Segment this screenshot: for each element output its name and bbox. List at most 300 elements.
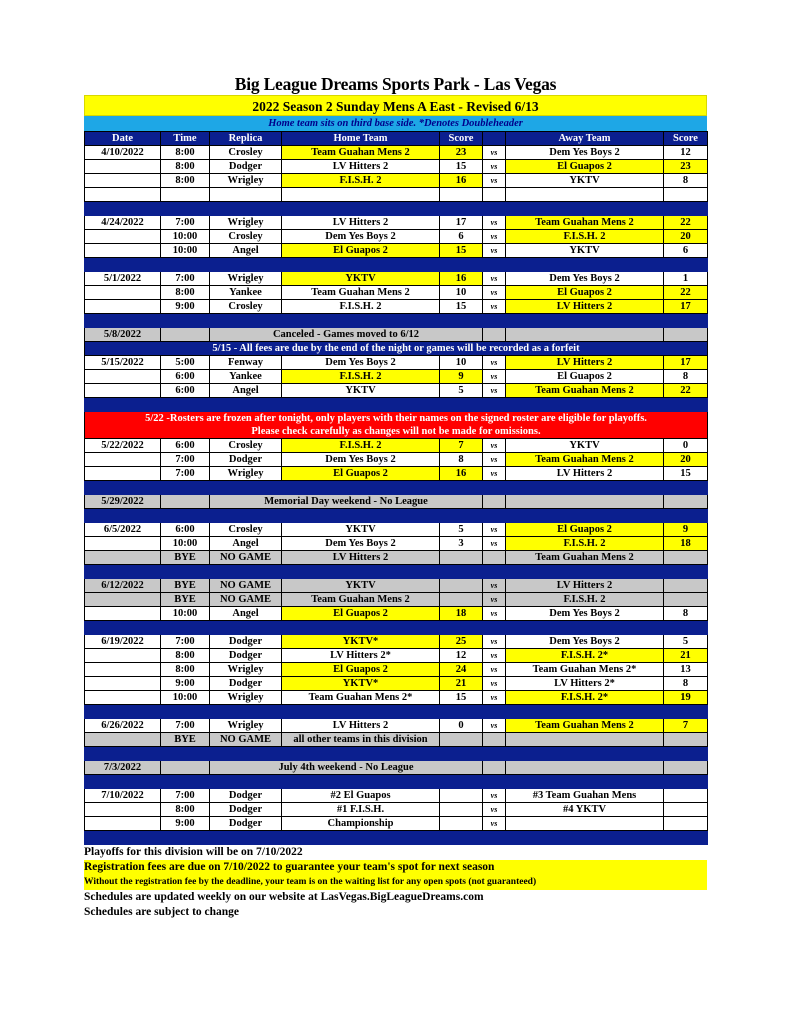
replica-cell: Wrigley bbox=[210, 216, 282, 230]
col-header-replica: Replica bbox=[210, 132, 282, 146]
home-team-cell: #2 El Guapos bbox=[282, 789, 440, 803]
separator-cell bbox=[440, 775, 483, 789]
away-team-cell: #4 YKTV bbox=[506, 803, 664, 817]
vs-cell: vs bbox=[483, 789, 506, 803]
footer-notes bbox=[84, 845, 707, 920]
separator-cell bbox=[161, 481, 210, 495]
away-score-cell: 23 bbox=[664, 160, 708, 174]
no-games-note: Memorial Day weekend - No League bbox=[210, 495, 483, 509]
separator-cell bbox=[483, 202, 506, 216]
separator-cell bbox=[161, 258, 210, 272]
col-header-away-team: Away Team bbox=[506, 132, 664, 146]
home-score-cell bbox=[440, 789, 483, 803]
time-cell: 10:00 bbox=[161, 230, 210, 244]
home-team-cell: Dem Yes Boys 2 bbox=[282, 537, 440, 551]
time-cell: 10:00 bbox=[161, 537, 210, 551]
empty-cell bbox=[506, 761, 664, 775]
vs-cell: vs bbox=[483, 523, 506, 537]
date-cell bbox=[85, 230, 161, 244]
time-cell: BYE bbox=[161, 579, 210, 593]
replica-cell: Dodger bbox=[210, 635, 282, 649]
col-header-date: Date bbox=[85, 132, 161, 146]
empty-cell bbox=[664, 328, 708, 342]
vs-cell: vs bbox=[483, 216, 506, 230]
replica-cell: Yankee bbox=[210, 286, 282, 300]
separator-cell bbox=[664, 258, 708, 272]
empty-cell bbox=[161, 761, 210, 775]
registration-note: Registration fees are due on 7/10/2022 to guarantee your team's spot for next season bbox=[84, 860, 707, 875]
date-cell bbox=[85, 453, 161, 467]
away-team-cell: LV Hitters 2 bbox=[506, 579, 664, 593]
time-cell: BYE bbox=[161, 733, 210, 747]
time-cell: 6:00 bbox=[161, 439, 210, 453]
home-team-cell: El Guapos 2 bbox=[282, 467, 440, 481]
away-team-cell: F.I.S.H. 2 bbox=[506, 593, 664, 607]
separator-cell bbox=[483, 565, 506, 579]
home-score-cell: 24 bbox=[440, 663, 483, 677]
vs-cell: vs bbox=[483, 230, 506, 244]
vs-cell: vs bbox=[483, 607, 506, 621]
empty-cell bbox=[161, 328, 210, 342]
no-games-note: Canceled - Games moved to 6/12 bbox=[210, 328, 483, 342]
home-team-cell: Dem Yes Boys 2 bbox=[282, 356, 440, 370]
away-team-cell: Team Guahan Mens 2* bbox=[506, 663, 664, 677]
time-cell: 8:00 bbox=[161, 286, 210, 300]
away-team-cell: Dem Yes Boys 2 bbox=[506, 635, 664, 649]
blank-row bbox=[85, 188, 708, 202]
away-team-cell: LV Hitters 2 bbox=[506, 356, 664, 370]
date-cell bbox=[85, 370, 161, 384]
date-cell bbox=[85, 384, 161, 398]
home-score-cell bbox=[440, 733, 483, 747]
separator-cell bbox=[440, 747, 483, 761]
separator-cell bbox=[210, 314, 282, 328]
no-games-note: July 4th weekend - No League bbox=[210, 761, 483, 775]
away-score-cell: 20 bbox=[664, 453, 708, 467]
empty-cell bbox=[483, 495, 506, 509]
separator-cell bbox=[506, 509, 664, 523]
home-team-cell: YKTV* bbox=[282, 677, 440, 691]
date-cell bbox=[85, 817, 161, 831]
home-score-cell: 15 bbox=[440, 300, 483, 314]
away-team-cell: F.I.S.H. 2 bbox=[506, 230, 664, 244]
date-cell: 7/3/2022 bbox=[85, 761, 161, 775]
separator-cell bbox=[506, 398, 664, 412]
home-team-cell: YKTV bbox=[282, 384, 440, 398]
schedule-body bbox=[85, 146, 708, 845]
separator-cell bbox=[664, 747, 708, 761]
blank-cell bbox=[210, 188, 282, 202]
replica-cell: Crosley bbox=[210, 439, 282, 453]
vs-cell: vs bbox=[483, 677, 506, 691]
separator-row bbox=[85, 509, 708, 523]
away-team-cell bbox=[506, 817, 664, 831]
separator-cell bbox=[483, 509, 506, 523]
away-score-cell: 15 bbox=[664, 467, 708, 481]
date-cell bbox=[85, 677, 161, 691]
date-cell bbox=[85, 286, 161, 300]
date-cell bbox=[85, 691, 161, 705]
away-score-cell: 18 bbox=[664, 537, 708, 551]
replica-cell: Wrigley bbox=[210, 272, 282, 286]
time-cell: 8:00 bbox=[161, 174, 210, 188]
replica-cell: Angel bbox=[210, 607, 282, 621]
game-row bbox=[85, 286, 708, 300]
empty-cell bbox=[161, 495, 210, 509]
separator-cell bbox=[85, 747, 161, 761]
separator-cell bbox=[282, 747, 440, 761]
replica-cell: Dodger bbox=[210, 160, 282, 174]
bye-row bbox=[85, 593, 708, 607]
home-score-cell bbox=[440, 803, 483, 817]
separator-cell bbox=[210, 202, 282, 216]
game-row bbox=[85, 649, 708, 663]
separator-cell bbox=[161, 747, 210, 761]
away-score-cell: 21 bbox=[664, 649, 708, 663]
home-team-cell: #1 F.I.S.H. bbox=[282, 803, 440, 817]
time-cell: 5:00 bbox=[161, 356, 210, 370]
away-team-cell bbox=[506, 733, 664, 747]
vs-cell: vs bbox=[483, 467, 506, 481]
home-score-cell bbox=[440, 579, 483, 593]
date-cell bbox=[85, 663, 161, 677]
separator-row bbox=[85, 202, 708, 216]
separator-cell bbox=[440, 258, 483, 272]
separator-cell bbox=[483, 831, 506, 845]
game-row bbox=[85, 817, 708, 831]
separator-cell bbox=[282, 314, 440, 328]
date-cell: 6/5/2022 bbox=[85, 523, 161, 537]
replica-cell: Dodger bbox=[210, 789, 282, 803]
vs-cell: vs bbox=[483, 244, 506, 258]
vs-cell: vs bbox=[483, 663, 506, 677]
date-cell bbox=[85, 537, 161, 551]
separator-cell bbox=[483, 621, 506, 635]
replica-cell: Angel bbox=[210, 244, 282, 258]
vs-cell: vs bbox=[483, 370, 506, 384]
separator-cell bbox=[282, 398, 440, 412]
separator-cell bbox=[664, 705, 708, 719]
separator-cell bbox=[440, 705, 483, 719]
bye-row bbox=[85, 733, 708, 747]
game-row bbox=[85, 635, 708, 649]
separator-cell bbox=[506, 621, 664, 635]
vs-cell: vs bbox=[483, 635, 506, 649]
game-row bbox=[85, 230, 708, 244]
vs-cell: vs bbox=[483, 593, 506, 607]
away-team-cell: F.I.S.H. 2 bbox=[506, 537, 664, 551]
empty-cell bbox=[483, 761, 506, 775]
home-score-cell: 25 bbox=[440, 635, 483, 649]
time-cell: 6:00 bbox=[161, 384, 210, 398]
vs-cell: vs bbox=[483, 579, 506, 593]
empty-cell bbox=[664, 761, 708, 775]
separator-cell bbox=[664, 565, 708, 579]
replica-cell: Wrigley bbox=[210, 663, 282, 677]
separator-cell bbox=[506, 705, 664, 719]
separator-cell bbox=[85, 831, 161, 845]
replica-cell: Crosley bbox=[210, 300, 282, 314]
away-team-cell: El Guapos 2 bbox=[506, 523, 664, 537]
time-cell: 7:00 bbox=[161, 216, 210, 230]
separator-row bbox=[85, 258, 708, 272]
vs-cell: vs bbox=[483, 272, 506, 286]
separator-cell bbox=[85, 775, 161, 789]
date-cell: 7/10/2022 bbox=[85, 789, 161, 803]
separator-cell bbox=[161, 705, 210, 719]
date-cell bbox=[85, 593, 161, 607]
separator-cell bbox=[210, 705, 282, 719]
separator-cell bbox=[161, 509, 210, 523]
away-team-cell: LV Hitters 2* bbox=[506, 677, 664, 691]
away-score-cell: 6 bbox=[664, 244, 708, 258]
away-score-cell: 20 bbox=[664, 230, 708, 244]
col-header-vs bbox=[483, 132, 506, 146]
game-row bbox=[85, 146, 708, 160]
blank-cell bbox=[282, 188, 440, 202]
home-score-cell: 12 bbox=[440, 649, 483, 663]
separator-row bbox=[85, 705, 708, 719]
date-cell bbox=[85, 300, 161, 314]
vs-cell: vs bbox=[483, 300, 506, 314]
header-row bbox=[85, 132, 708, 146]
home-score-cell: 18 bbox=[440, 607, 483, 621]
game-row bbox=[85, 439, 708, 453]
bye-row bbox=[85, 551, 708, 565]
replica-cell: NO GAME bbox=[210, 593, 282, 607]
separator-cell bbox=[483, 398, 506, 412]
col-header-home-score: Score bbox=[440, 132, 483, 146]
replica-cell: NO GAME bbox=[210, 733, 282, 747]
home-score-cell: 6 bbox=[440, 230, 483, 244]
date-cell: 6/12/2022 bbox=[85, 579, 161, 593]
roster-notice bbox=[85, 412, 708, 439]
separator-cell bbox=[210, 747, 282, 761]
col-header-home-team: Home Team bbox=[282, 132, 440, 146]
home-team-cell: Dem Yes Boys 2 bbox=[282, 453, 440, 467]
separator-cell bbox=[282, 775, 440, 789]
away-team-cell: Team Guahan Mens 2 bbox=[506, 719, 664, 733]
game-row bbox=[85, 523, 708, 537]
home-team-cell: all other teams in this division bbox=[282, 733, 440, 747]
home-score-cell: 0 bbox=[440, 719, 483, 733]
separator-cell bbox=[161, 314, 210, 328]
separator-row bbox=[85, 481, 708, 495]
col-header-time: Time bbox=[161, 132, 210, 146]
separator-cell bbox=[282, 565, 440, 579]
replica-cell: NO GAME bbox=[210, 579, 282, 593]
home-team-cell: F.I.S.H. 2 bbox=[282, 370, 440, 384]
game-row bbox=[85, 356, 708, 370]
away-score-cell: 1 bbox=[664, 272, 708, 286]
vs-cell: vs bbox=[483, 286, 506, 300]
game-row bbox=[85, 370, 708, 384]
replica-cell: Angel bbox=[210, 537, 282, 551]
playoffs-note: Playoffs for this division will be on 7/10/2022 bbox=[84, 846, 303, 858]
time-cell: 9:00 bbox=[161, 677, 210, 691]
replica-cell: Dodger bbox=[210, 649, 282, 663]
time-cell: 8:00 bbox=[161, 146, 210, 160]
home-score-cell bbox=[440, 551, 483, 565]
game-row bbox=[85, 300, 708, 314]
separator-cell bbox=[210, 621, 282, 635]
separator-cell bbox=[506, 314, 664, 328]
home-score-cell: 10 bbox=[440, 356, 483, 370]
home-score-cell: 21 bbox=[440, 677, 483, 691]
home-score-cell: 16 bbox=[440, 272, 483, 286]
vs-cell: vs bbox=[483, 439, 506, 453]
game-row bbox=[85, 607, 708, 621]
game-row bbox=[85, 384, 708, 398]
replica-cell: Angel bbox=[210, 384, 282, 398]
separator-cell bbox=[440, 202, 483, 216]
separator-cell bbox=[161, 202, 210, 216]
home-team-cell: Dem Yes Boys 2 bbox=[282, 230, 440, 244]
away-team-cell: LV Hitters 2 bbox=[506, 467, 664, 481]
home-team-cell: LV Hitters 2 bbox=[282, 160, 440, 174]
time-cell: 8:00 bbox=[161, 663, 210, 677]
bye-row bbox=[85, 579, 708, 593]
time-cell: 10:00 bbox=[161, 607, 210, 621]
home-score-cell: 17 bbox=[440, 216, 483, 230]
replica-cell: Dodger bbox=[210, 803, 282, 817]
away-score-cell bbox=[664, 803, 708, 817]
vs-cell: vs bbox=[483, 537, 506, 551]
replica-cell: Wrigley bbox=[210, 174, 282, 188]
separator-cell bbox=[664, 398, 708, 412]
replica-cell: Wrigley bbox=[210, 691, 282, 705]
time-cell: 6:00 bbox=[161, 370, 210, 384]
date-cell: 4/10/2022 bbox=[85, 146, 161, 160]
date-cell bbox=[85, 649, 161, 663]
vs-cell: vs bbox=[483, 453, 506, 467]
empty-cell bbox=[664, 495, 708, 509]
replica-cell: Crosley bbox=[210, 146, 282, 160]
blank-cell bbox=[85, 188, 161, 202]
game-row bbox=[85, 467, 708, 481]
away-team-cell: Dem Yes Boys 2 bbox=[506, 272, 664, 286]
away-team-cell: Team Guahan Mens 2 bbox=[506, 384, 664, 398]
game-row bbox=[85, 803, 708, 817]
time-cell: 7:00 bbox=[161, 272, 210, 286]
separator-cell bbox=[85, 258, 161, 272]
time-cell: 7:00 bbox=[161, 635, 210, 649]
separator-cell bbox=[483, 481, 506, 495]
home-score-cell: 9 bbox=[440, 370, 483, 384]
separator-cell bbox=[506, 565, 664, 579]
schedule-table bbox=[84, 131, 708, 845]
away-score-cell bbox=[664, 789, 708, 803]
separator-cell bbox=[664, 314, 708, 328]
separator-cell bbox=[506, 775, 664, 789]
separator-cell bbox=[85, 314, 161, 328]
vs-cell: vs bbox=[483, 803, 506, 817]
no-games-row bbox=[85, 761, 708, 775]
date-cell: 6/19/2022 bbox=[85, 635, 161, 649]
away-score-cell: 9 bbox=[664, 523, 708, 537]
away-score-cell: 12 bbox=[664, 146, 708, 160]
away-team-cell: Team Guahan Mens 2 bbox=[506, 216, 664, 230]
vs-cell: vs bbox=[483, 384, 506, 398]
vs-cell: vs bbox=[483, 160, 506, 174]
home-team-cell: F.I.S.H. 2 bbox=[282, 174, 440, 188]
vs-cell: vs bbox=[483, 356, 506, 370]
separator-cell bbox=[664, 831, 708, 845]
separator-row bbox=[85, 398, 708, 412]
separator-cell bbox=[483, 747, 506, 761]
date-cell bbox=[85, 733, 161, 747]
away-team-cell: F.I.S.H. 2* bbox=[506, 649, 664, 663]
separator-cell bbox=[210, 831, 282, 845]
away-team-cell: LV Hitters 2 bbox=[506, 300, 664, 314]
replica-cell: Dodger bbox=[210, 817, 282, 831]
blank-cell bbox=[664, 188, 708, 202]
time-cell: 7:00 bbox=[161, 719, 210, 733]
home-team-cell: Team Guahan Mens 2 bbox=[282, 593, 440, 607]
separator-cell bbox=[664, 621, 708, 635]
replica-cell: Dodger bbox=[210, 677, 282, 691]
separator-cell bbox=[440, 481, 483, 495]
away-team-cell: El Guapos 2 bbox=[506, 286, 664, 300]
time-cell: 7:00 bbox=[161, 789, 210, 803]
home-team-cell: Team Guahan Mens 2* bbox=[282, 691, 440, 705]
away-score-cell: 22 bbox=[664, 384, 708, 398]
away-score-cell: 8 bbox=[664, 370, 708, 384]
date-cell: 6/26/2022 bbox=[85, 719, 161, 733]
separator-cell bbox=[85, 398, 161, 412]
separator-cell bbox=[210, 775, 282, 789]
home-team-cell: Team Guahan Mens 2 bbox=[282, 146, 440, 160]
replica-cell: Yankee bbox=[210, 370, 282, 384]
away-team-cell: Dem Yes Boys 2 bbox=[506, 607, 664, 621]
away-score-cell bbox=[664, 579, 708, 593]
date-cell: 4/24/2022 bbox=[85, 216, 161, 230]
separator-cell bbox=[161, 565, 210, 579]
away-score-cell: 17 bbox=[664, 300, 708, 314]
game-row bbox=[85, 174, 708, 188]
replica-cell: Crosley bbox=[210, 230, 282, 244]
separator-cell bbox=[664, 775, 708, 789]
home-score-cell: 15 bbox=[440, 691, 483, 705]
game-row bbox=[85, 663, 708, 677]
time-cell: BYE bbox=[161, 593, 210, 607]
time-cell: BYE bbox=[161, 551, 210, 565]
roster-notice-line-1: 5/22 -Rosters are frozen after tonight, only players with their names on the signed roster are eligible for playoffs. bbox=[145, 413, 647, 424]
blank-cell bbox=[506, 188, 664, 202]
away-score-cell bbox=[664, 593, 708, 607]
date-cell bbox=[85, 174, 161, 188]
date-cell: 5/8/2022 bbox=[85, 328, 161, 342]
separator-cell bbox=[210, 481, 282, 495]
vs-cell: vs bbox=[483, 649, 506, 663]
separator-cell bbox=[210, 258, 282, 272]
roster-notice-row bbox=[85, 412, 708, 439]
time-cell: 6:00 bbox=[161, 523, 210, 537]
away-team-cell: El Guapos 2 bbox=[506, 160, 664, 174]
date-cell bbox=[85, 803, 161, 817]
separator-cell bbox=[161, 831, 210, 845]
separator-cell bbox=[85, 621, 161, 635]
no-games-row bbox=[85, 495, 708, 509]
separator-cell bbox=[85, 705, 161, 719]
separator-cell bbox=[161, 398, 210, 412]
vs-cell: vs bbox=[483, 146, 506, 160]
home-score-cell: 8 bbox=[440, 453, 483, 467]
home-score-cell: 5 bbox=[440, 523, 483, 537]
away-score-cell: 0 bbox=[664, 439, 708, 453]
separator-cell bbox=[664, 509, 708, 523]
home-score-cell: 5 bbox=[440, 384, 483, 398]
